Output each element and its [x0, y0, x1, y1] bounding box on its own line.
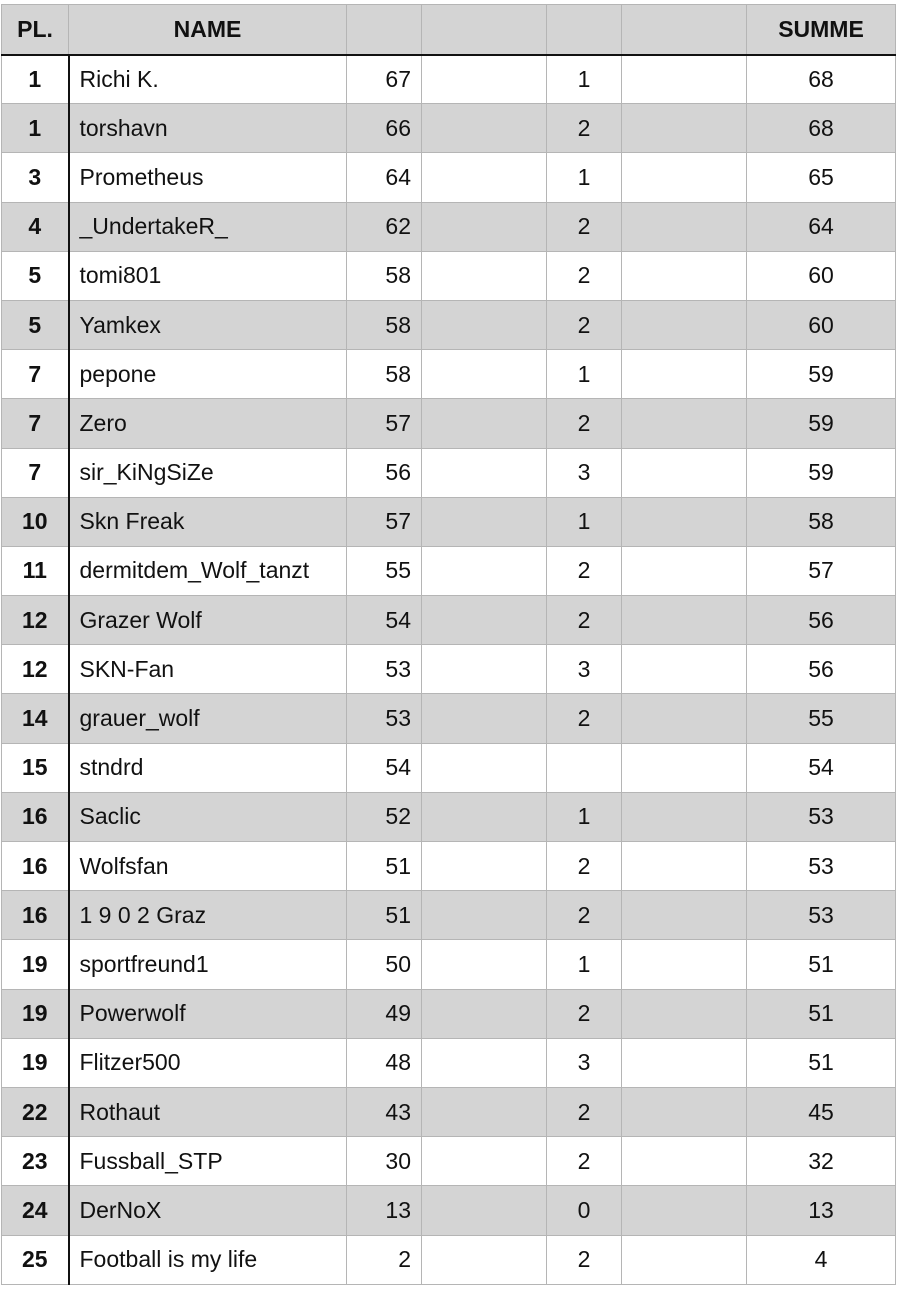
empty-cell — [622, 743, 747, 792]
empty-cell — [622, 1137, 747, 1186]
empty-cell — [622, 842, 747, 891]
sum-cell: 51 — [747, 1038, 896, 1087]
rank-cell: 5 — [2, 251, 69, 300]
empty-cell — [622, 251, 747, 300]
empty-cell — [422, 399, 547, 448]
name-cell: Wolfsfan — [69, 842, 347, 891]
bonus-cell: 1 — [547, 350, 622, 399]
header-col6 — [622, 5, 747, 55]
name-cell: Powerwolf — [69, 989, 347, 1038]
empty-cell — [622, 1235, 747, 1284]
empty-cell — [422, 202, 547, 251]
table-row — [2, 448, 896, 497]
name-cell: Fussball_STP — [69, 1137, 347, 1186]
name-cell: grauer_wolf — [69, 694, 347, 743]
empty-cell — [422, 792, 547, 841]
bonus-cell: 1 — [547, 153, 622, 202]
rank-cell: 11 — [2, 546, 69, 595]
empty-cell — [622, 350, 747, 399]
rank-cell: 7 — [2, 399, 69, 448]
table-row — [2, 694, 896, 743]
rank-cell: 23 — [2, 1137, 69, 1186]
table-body — [2, 55, 896, 1285]
bonus-cell: 1 — [547, 497, 622, 546]
rank-cell: 3 — [2, 153, 69, 202]
table-row — [2, 743, 896, 792]
table-row — [2, 202, 896, 251]
empty-cell — [422, 596, 547, 645]
header-summe: SUMME — [747, 5, 896, 55]
empty-cell — [422, 1235, 547, 1284]
empty-cell — [422, 1186, 547, 1235]
bonus-cell: 2 — [547, 596, 622, 645]
points-cell: 50 — [347, 940, 422, 989]
table-row — [2, 940, 896, 989]
empty-cell — [422, 497, 547, 546]
empty-cell — [622, 448, 747, 497]
name-cell: Grazer Wolf — [69, 596, 347, 645]
empty-cell — [622, 792, 747, 841]
rank-cell: 19 — [2, 989, 69, 1038]
sum-cell: 60 — [747, 251, 896, 300]
points-cell: 66 — [347, 104, 422, 153]
points-cell: 67 — [347, 55, 422, 104]
empty-cell — [622, 989, 747, 1038]
points-cell: 58 — [347, 251, 422, 300]
rank-cell: 25 — [2, 1235, 69, 1284]
points-cell: 55 — [347, 546, 422, 595]
sum-cell: 51 — [747, 940, 896, 989]
bonus-cell: 2 — [547, 1235, 622, 1284]
empty-cell — [422, 300, 547, 349]
name-cell: SKN-Fan — [69, 645, 347, 694]
sum-cell: 45 — [747, 1087, 896, 1136]
empty-cell — [622, 202, 747, 251]
rank-cell: 19 — [2, 1038, 69, 1087]
empty-cell — [622, 891, 747, 940]
empty-cell — [622, 1186, 747, 1235]
empty-cell — [622, 940, 747, 989]
table-row — [2, 350, 896, 399]
table-row — [2, 399, 896, 448]
bonus-cell: 3 — [547, 645, 622, 694]
name-cell: sportfreund1 — [69, 940, 347, 989]
rank-cell: 16 — [2, 891, 69, 940]
empty-cell — [422, 1137, 547, 1186]
empty-cell — [422, 989, 547, 1038]
name-cell: _UndertakeR_ — [69, 202, 347, 251]
table-row — [2, 153, 896, 202]
empty-cell — [422, 448, 547, 497]
empty-cell — [622, 399, 747, 448]
empty-cell — [422, 153, 547, 202]
table-row — [2, 842, 896, 891]
empty-cell — [422, 251, 547, 300]
empty-cell — [422, 546, 547, 595]
name-cell: DerNoX — [69, 1186, 347, 1235]
sum-cell: 57 — [747, 546, 896, 595]
rank-cell: 24 — [2, 1186, 69, 1235]
empty-cell — [422, 940, 547, 989]
sum-cell: 32 — [747, 1137, 896, 1186]
sum-cell: 59 — [747, 448, 896, 497]
table-row — [2, 104, 896, 153]
bonus-cell: 2 — [547, 1137, 622, 1186]
points-cell: 56 — [347, 448, 422, 497]
empty-cell — [622, 153, 747, 202]
name-cell: Skn Freak — [69, 497, 347, 546]
empty-cell — [422, 842, 547, 891]
table-row — [2, 55, 896, 104]
sum-cell: 55 — [747, 694, 896, 743]
table-row — [2, 546, 896, 595]
rank-cell: 12 — [2, 645, 69, 694]
name-cell: 1 9 0 2 Graz — [69, 891, 347, 940]
empty-cell — [422, 350, 547, 399]
table-row — [2, 1038, 896, 1087]
points-cell: 48 — [347, 1038, 422, 1087]
name-cell: pepone — [69, 350, 347, 399]
header-pl: PL. — [2, 5, 69, 55]
name-cell: Zero — [69, 399, 347, 448]
empty-cell — [422, 891, 547, 940]
bonus-cell: 1 — [547, 940, 622, 989]
points-cell: 49 — [347, 989, 422, 1038]
header-col3 — [347, 5, 422, 55]
rank-cell: 7 — [2, 448, 69, 497]
name-cell: torshavn — [69, 104, 347, 153]
points-cell: 51 — [347, 842, 422, 891]
rank-cell: 14 — [2, 694, 69, 743]
standings-table — [1, 4, 896, 1285]
table-row — [2, 1137, 896, 1186]
bonus-cell: 2 — [547, 251, 622, 300]
name-cell: sir_KiNgSiZe — [69, 448, 347, 497]
empty-cell — [622, 645, 747, 694]
points-cell: 53 — [347, 645, 422, 694]
sum-cell: 54 — [747, 743, 896, 792]
points-cell: 54 — [347, 743, 422, 792]
empty-cell — [622, 55, 747, 104]
empty-cell — [422, 104, 547, 153]
bonus-cell: 1 — [547, 55, 622, 104]
empty-cell — [422, 645, 547, 694]
rank-cell: 10 — [2, 497, 69, 546]
name-cell: stndrd — [69, 743, 347, 792]
rank-cell: 7 — [2, 350, 69, 399]
points-cell: 13 — [347, 1186, 422, 1235]
table-row — [2, 497, 896, 546]
sum-cell: 53 — [747, 792, 896, 841]
bonus-cell: 2 — [547, 1087, 622, 1136]
bonus-cell: 1 — [547, 792, 622, 841]
rank-cell: 1 — [2, 104, 69, 153]
header-col5 — [547, 5, 622, 55]
name-cell: Saclic — [69, 792, 347, 841]
sum-cell: 13 — [747, 1186, 896, 1235]
table-row — [2, 792, 896, 841]
table-row — [2, 1186, 896, 1235]
rank-cell: 16 — [2, 842, 69, 891]
name-cell: dermitdem_Wolf_tanzt — [69, 546, 347, 595]
sum-cell: 60 — [747, 300, 896, 349]
sum-cell: 53 — [747, 842, 896, 891]
sum-cell: 59 — [747, 350, 896, 399]
points-cell: 62 — [347, 202, 422, 251]
empty-cell — [622, 300, 747, 349]
name-cell: Flitzer500 — [69, 1038, 347, 1087]
table-row — [2, 891, 896, 940]
empty-cell — [622, 104, 747, 153]
rank-cell: 4 — [2, 202, 69, 251]
bonus-cell — [547, 743, 622, 792]
empty-cell — [422, 694, 547, 743]
points-cell: 57 — [347, 399, 422, 448]
bonus-cell: 2 — [547, 104, 622, 153]
table-row — [2, 300, 896, 349]
sum-cell: 68 — [747, 104, 896, 153]
points-cell: 2 — [347, 1235, 422, 1284]
header-row — [2, 5, 896, 55]
bonus-cell: 3 — [547, 448, 622, 497]
sum-cell: 64 — [747, 202, 896, 251]
points-cell: 51 — [347, 891, 422, 940]
points-cell: 57 — [347, 497, 422, 546]
points-cell: 58 — [347, 300, 422, 349]
sum-cell: 4 — [747, 1235, 896, 1284]
empty-cell — [622, 1087, 747, 1136]
rank-cell: 1 — [2, 55, 69, 104]
bonus-cell: 2 — [547, 989, 622, 1038]
name-cell: Football is my life — [69, 1235, 347, 1284]
sum-cell: 68 — [747, 55, 896, 104]
points-cell: 54 — [347, 596, 422, 645]
bonus-cell: 2 — [547, 546, 622, 595]
table-row — [2, 645, 896, 694]
bonus-cell: 2 — [547, 891, 622, 940]
table-row — [2, 596, 896, 645]
bonus-cell: 2 — [547, 202, 622, 251]
sum-cell: 53 — [747, 891, 896, 940]
name-cell: Richi K. — [69, 55, 347, 104]
rank-cell: 5 — [2, 300, 69, 349]
empty-cell — [422, 743, 547, 792]
table-row — [2, 1087, 896, 1136]
empty-cell — [422, 1087, 547, 1136]
points-cell: 52 — [347, 792, 422, 841]
points-cell: 43 — [347, 1087, 422, 1136]
points-cell: 53 — [347, 694, 422, 743]
table-row — [2, 989, 896, 1038]
sum-cell: 56 — [747, 596, 896, 645]
header-name: NAME — [69, 5, 347, 55]
points-cell: 64 — [347, 153, 422, 202]
sum-cell: 59 — [747, 399, 896, 448]
rank-cell: 16 — [2, 792, 69, 841]
header-col4 — [422, 5, 547, 55]
name-cell: Rothaut — [69, 1087, 347, 1136]
empty-cell — [622, 497, 747, 546]
bonus-cell: 3 — [547, 1038, 622, 1087]
bonus-cell: 2 — [547, 300, 622, 349]
bonus-cell: 0 — [547, 1186, 622, 1235]
table-row — [2, 251, 896, 300]
points-cell: 58 — [347, 350, 422, 399]
points-cell: 30 — [347, 1137, 422, 1186]
empty-cell — [622, 1038, 747, 1087]
rank-cell: 15 — [2, 743, 69, 792]
table-row — [2, 1235, 896, 1284]
bonus-cell: 2 — [547, 842, 622, 891]
sum-cell: 56 — [747, 645, 896, 694]
sum-cell: 58 — [747, 497, 896, 546]
empty-cell — [422, 1038, 547, 1087]
name-cell: Yamkex — [69, 300, 347, 349]
empty-cell — [622, 546, 747, 595]
name-cell: tomi801 — [69, 251, 347, 300]
empty-cell — [422, 55, 547, 104]
empty-cell — [622, 596, 747, 645]
sum-cell: 65 — [747, 153, 896, 202]
name-cell: Prometheus — [69, 153, 347, 202]
rank-cell: 12 — [2, 596, 69, 645]
empty-cell — [622, 694, 747, 743]
rank-cell: 22 — [2, 1087, 69, 1136]
bonus-cell: 2 — [547, 694, 622, 743]
bonus-cell: 2 — [547, 399, 622, 448]
sum-cell: 51 — [747, 989, 896, 1038]
rank-cell: 19 — [2, 940, 69, 989]
